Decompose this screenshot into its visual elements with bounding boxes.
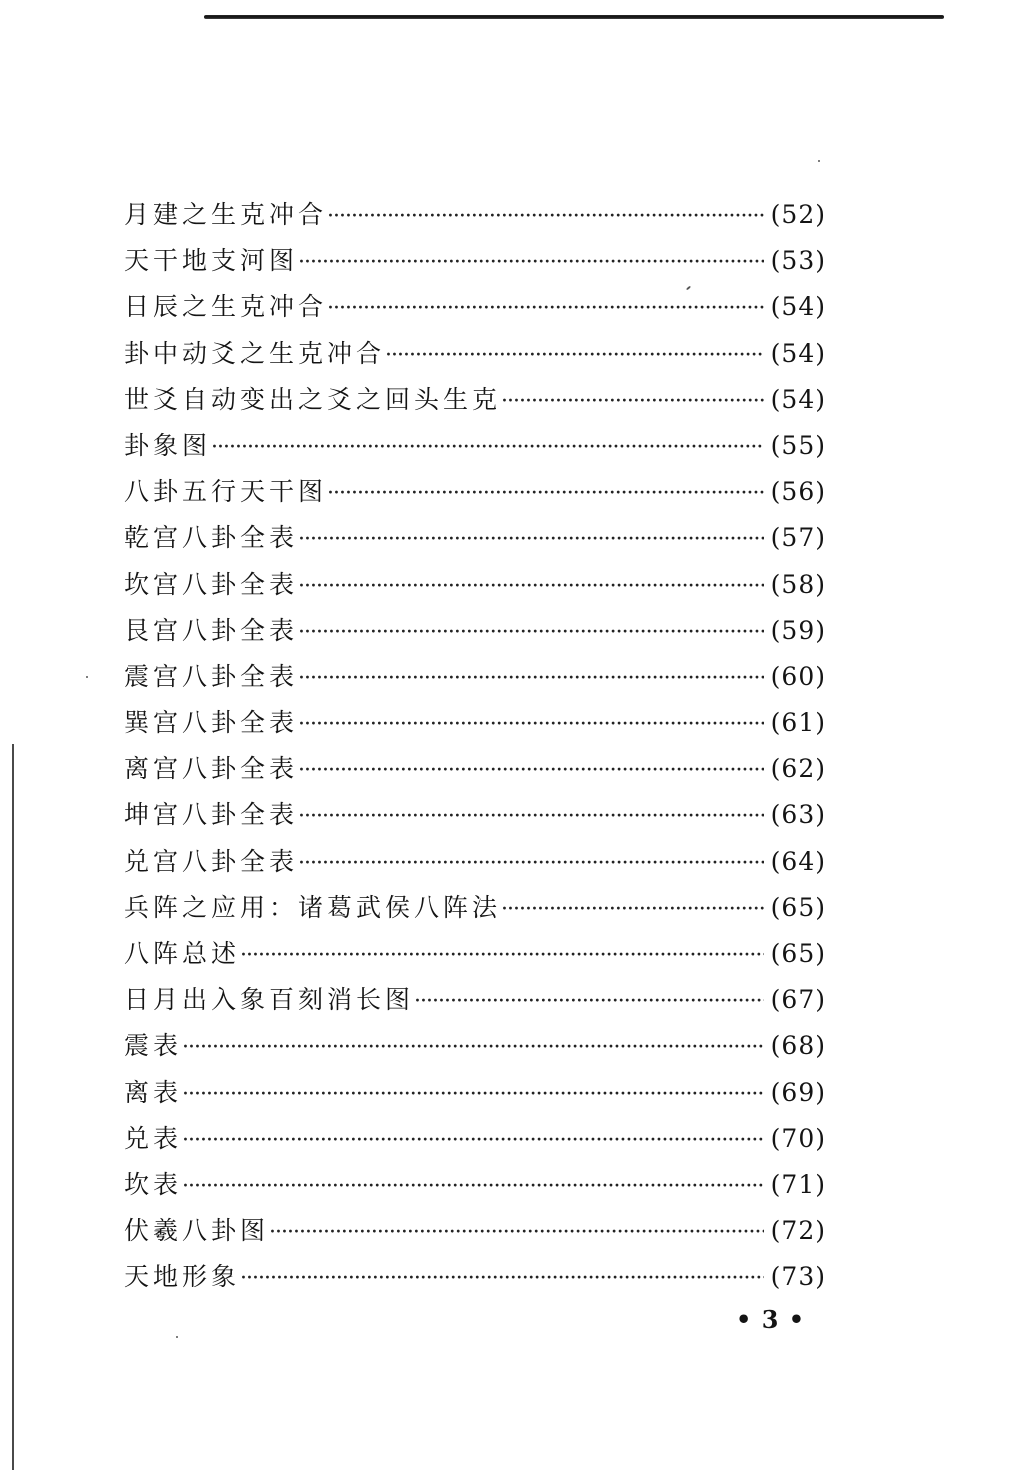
toc-dot-leader	[298, 748, 764, 794]
toc-dot-leader	[182, 1025, 764, 1071]
toc-entry-page: (65)	[770, 892, 826, 922]
toc-entry[interactable]	[124, 331, 826, 377]
toc-entry-page: (55)	[770, 430, 826, 460]
toc-entry[interactable]	[124, 1254, 826, 1300]
toc-entry[interactable]	[124, 885, 826, 931]
toc-entry-title: 天干地支河图	[124, 246, 299, 276]
toc-dot-leader	[327, 194, 764, 240]
toc-entry-page: (52)	[770, 200, 826, 229]
scan-speck	[818, 160, 820, 162]
toc-entry-title: 日月出入象百刻消长图	[124, 985, 415, 1015]
toc-dot-leader	[182, 1164, 764, 1210]
toc-entry-page: (67)	[770, 985, 826, 1015]
toc-entry-title: 坤宫八卦全表	[124, 800, 299, 830]
toc-entry-title: 日辰之生克冲合	[124, 292, 328, 322]
toc-dot-leader	[269, 1210, 764, 1256]
toc-dot-leader	[501, 379, 764, 425]
toc-entry-page: (57)	[770, 523, 826, 553]
scan-speck	[176, 1336, 178, 1338]
toc-entry-title: 八阵总述	[124, 939, 241, 968]
toc-entry-page: (73)	[770, 1262, 826, 1292]
toc-entry-page: (61)	[770, 708, 826, 738]
toc-dot-leader	[298, 794, 764, 840]
toc-dot-leader	[501, 887, 764, 933]
toc-dot-leader	[182, 1118, 764, 1164]
toc-entry[interactable]	[124, 700, 826, 746]
toc-entry[interactable]	[124, 238, 826, 284]
toc-entry-title: 兑宫八卦全表	[124, 846, 299, 876]
toc-entry-title: 伏羲八卦图	[124, 1216, 270, 1246]
toc-entry-page: (62)	[770, 754, 826, 784]
toc-dot-leader	[327, 286, 764, 332]
toc-entry-page: (54)	[770, 338, 826, 368]
toc-entry-title: 震表	[124, 1031, 183, 1061]
toc-entry[interactable]	[124, 515, 826, 561]
toc-dot-leader	[298, 517, 764, 563]
toc-entry[interactable]	[124, 562, 826, 608]
toc-entry[interactable]	[124, 792, 826, 838]
toc-entry[interactable]	[124, 284, 826, 330]
toc-entry-title: 天地形象	[124, 1262, 241, 1292]
toc-entry[interactable]	[124, 1023, 826, 1069]
toc-dot-leader	[298, 610, 764, 656]
toc-entry-page: (71)	[770, 1169, 826, 1199]
toc-entry-title: 世爻自动变出之爻之回头生克	[124, 384, 502, 414]
toc-dot-leader	[385, 333, 764, 379]
toc-dot-leader	[240, 933, 764, 979]
toc-entry-page: (70)	[770, 1123, 826, 1153]
toc-dot-leader	[298, 702, 764, 748]
toc-entry-page: (60)	[770, 661, 826, 691]
toc-entry[interactable]	[124, 1162, 826, 1208]
toc-entry-page: (54)	[770, 292, 826, 322]
toc-entry[interactable]	[124, 839, 826, 885]
toc-entry-title: 卦象图	[124, 430, 212, 460]
toc-entry-title: 巽宫八卦全表	[124, 708, 299, 738]
scan-edge-line	[12, 744, 14, 1470]
toc-entry-title: 坎表	[124, 1169, 183, 1199]
header-rule	[204, 15, 944, 19]
toc-entry-page: (59)	[770, 615, 826, 645]
toc-dot-leader	[211, 425, 764, 471]
toc-entry-page: (63)	[770, 800, 826, 830]
toc-dot-leader	[182, 1072, 764, 1118]
toc-entry-title: 兵阵之应用：诸葛武侯八阵法	[124, 892, 502, 922]
toc-entry-page: (65)	[770, 939, 826, 968]
toc-entry[interactable]	[124, 1116, 826, 1162]
toc-entry-title: 月建之生克冲合	[124, 200, 328, 229]
toc-entry-page: (54)	[770, 384, 826, 414]
toc-entry-page: (68)	[770, 1031, 826, 1061]
toc-dot-leader	[298, 240, 764, 286]
toc-entry-title: 离表	[124, 1077, 183, 1107]
toc-entry-title: 乾宫八卦全表	[124, 523, 299, 553]
toc-entry-page: (53)	[770, 246, 826, 276]
table-of-contents	[124, 192, 826, 1301]
toc-dot-leader	[240, 1256, 764, 1302]
toc-entry-title: 八卦五行天干图	[124, 477, 328, 507]
page-number: • 3 •	[736, 1305, 806, 1334]
toc-entry[interactable]	[124, 192, 826, 238]
toc-entry-page: (64)	[770, 846, 826, 876]
toc-entry-page: (58)	[770, 569, 826, 599]
toc-entry-page: (56)	[770, 477, 826, 507]
toc-entry-title: 艮宫八卦全表	[124, 615, 299, 645]
toc-entry-title: 坎宫八卦全表	[124, 569, 299, 599]
toc-entry[interactable]	[124, 654, 826, 700]
toc-dot-leader	[298, 656, 764, 702]
toc-entry[interactable]	[124, 977, 826, 1023]
toc-entry-title: 震宫八卦全表	[124, 661, 299, 691]
toc-entry-title: 兑表	[124, 1123, 183, 1153]
toc-dot-leader	[414, 979, 764, 1025]
toc-entry[interactable]	[124, 746, 826, 792]
toc-entry[interactable]	[124, 377, 826, 423]
toc-entry[interactable]	[124, 931, 826, 977]
toc-entry-title: 卦中动爻之生克冲合	[124, 338, 386, 368]
toc-entry[interactable]	[124, 1208, 826, 1254]
toc-entry[interactable]	[124, 608, 826, 654]
toc-entry-title: 离宫八卦全表	[124, 754, 299, 784]
toc-entry[interactable]	[124, 1070, 826, 1116]
toc-entry-page: (72)	[770, 1216, 826, 1246]
toc-dot-leader	[327, 471, 764, 517]
toc-entry-page: (69)	[770, 1077, 826, 1107]
toc-entry[interactable]	[124, 469, 826, 515]
toc-dot-leader	[298, 841, 764, 887]
scan-speck	[86, 676, 88, 678]
toc-entry[interactable]	[124, 423, 826, 469]
toc-dot-leader	[298, 564, 764, 610]
